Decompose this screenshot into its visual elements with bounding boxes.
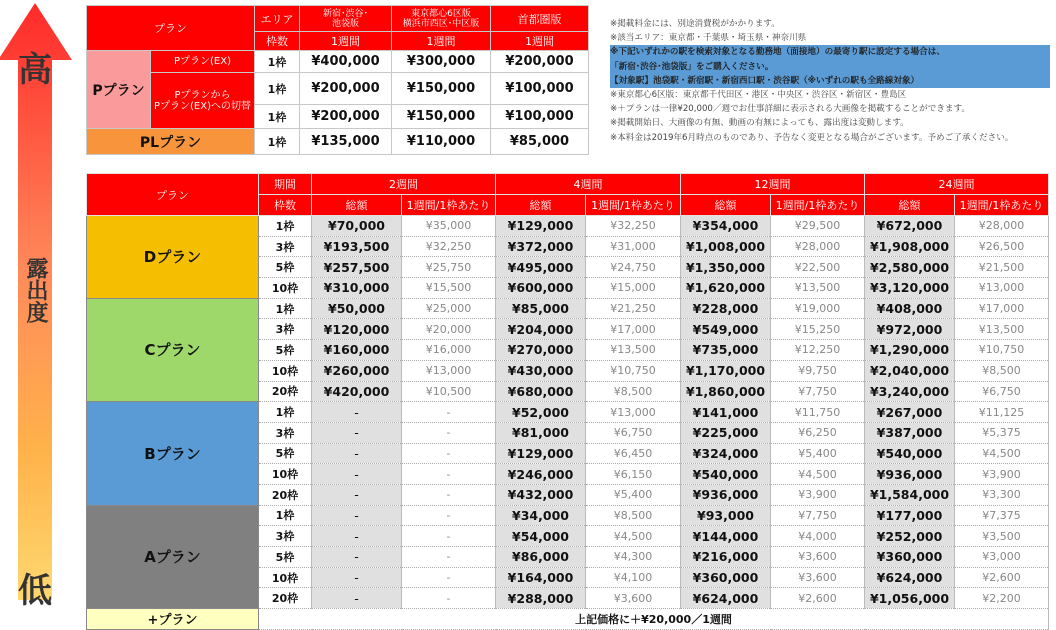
per-week-price-cell: ¥25,750 [402,257,496,278]
total-price-cell: ¥252,000 [865,526,955,547]
total-price-cell: ¥624,000 [865,567,955,588]
per-week-price-cell: ¥2,600 [771,588,865,609]
per-week-price-cell: - [402,464,496,485]
total-price-cell: ¥540,000 [865,443,955,464]
per-week-price-cell: ¥10,750 [955,340,1049,361]
per-week-price-cell: - [402,547,496,568]
switch-label-text: Pプランから Pプラン(EX)への切替 [153,89,251,112]
per-week-price-cell: ¥4,000 [771,526,865,547]
total-price-cell: ¥360,000 [681,567,771,588]
total-price-cell: ¥1,008,000 [681,236,771,257]
price-cell: ¥100,000 [491,105,589,129]
total-price-cell: - [312,526,402,547]
per-week-price-cell: ¥6,450 [586,443,681,464]
area-header-shutoken: 首都圏版 [491,6,589,32]
note-line: 【対象駅】池袋駅・新宿駅・新宿西口駅・渋谷駅（※いずれの駅も全路線対象） [610,74,1050,88]
total-price-cell: ¥34,000 [496,505,586,526]
top-area-header: エリア [255,6,300,32]
p-plan-label: Pプラン [87,51,151,129]
total-price-cell: ¥354,000 [681,216,771,237]
per-week-header: 1週間/1枠あたり [771,195,865,216]
plus-plan-label: +プラン [87,609,259,630]
total-price-cell: ¥141,000 [681,402,771,423]
total-price-cell: ¥160,000 [312,340,402,361]
price-cell: ¥110,000 [392,129,491,155]
total-price-cell: ¥225,000 [681,422,771,443]
total-price-cell: ¥267,000 [865,402,955,423]
table-row [87,402,1049,423]
total-price-cell: ¥70,000 [312,216,402,237]
total-price-cell: ¥1,170,000 [681,360,771,381]
per-week-price-cell: ¥20,000 [402,319,496,340]
per-week-price-cell: ¥6,750 [955,381,1049,402]
per-week-price-cell: ¥32,250 [586,216,681,237]
per-week-price-cell: ¥8,500 [955,360,1049,381]
plan-label: Dプラン [87,216,259,299]
per-week-price-cell: ¥16,000 [402,340,496,361]
per-week-price-cell: ¥15,000 [586,278,681,299]
note-line: ※該当エリア：東京都・千葉県・埼玉県・神奈川県 [610,33,807,44]
period-header: 24週間 [865,174,1049,195]
total-price-cell: ¥3,120,000 [865,278,955,299]
per-week-price-cell: ¥3,900 [955,464,1049,485]
period-header: 4週間 [496,174,681,195]
per-week-price-cell: ¥13,500 [771,278,865,299]
per-week-header: 1週間/1枠あたり [955,195,1049,216]
total-price-cell: ¥164,000 [496,567,586,588]
waku-cell: 3枠 [259,422,312,443]
total-price-cell: ¥735,000 [681,340,771,361]
note-line: ※掲載料金には、別途消費税がかかります。 [610,19,780,29]
table-row [87,505,1049,526]
total-price-cell: ¥2,040,000 [865,360,955,381]
total-price-cell: ¥1,290,000 [865,340,955,361]
per-week-price-cell: ¥3,600 [586,588,681,609]
per-week-price-cell: ¥31,000 [586,236,681,257]
per-week-price-cell: - [402,422,496,443]
per-week-price-cell: ¥4,500 [586,526,681,547]
waku-cell: 10枠 [259,464,312,485]
per-week-price-cell: ¥4,500 [771,464,865,485]
total-price-cell: ¥387,000 [865,422,955,443]
per-week-price-cell: ¥26,500 [955,236,1049,257]
total-price-cell: ¥624,000 [681,588,771,609]
total-price-cell: - [312,443,402,464]
waku-cell: 1枠 [259,298,312,319]
area-header-shinjuku [300,6,392,32]
note-line: 「新宿･渋谷･池袋版」をご購入ください。 [610,60,1050,74]
pl-plan-label: PLプラン [87,129,255,155]
per-week-price-cell: ¥6,750 [586,422,681,443]
total-price-cell: ¥85,000 [496,298,586,319]
per-week-price-cell: ¥5,375 [955,422,1049,443]
total-price-cell: ¥1,908,000 [865,236,955,257]
exposure-scale [0,0,84,626]
total-price-cell: ¥1,860,000 [681,381,771,402]
total-price-cell: - [312,484,402,505]
total-price-cell: ¥672,000 [865,216,955,237]
table-row [87,216,1049,237]
per-week-price-cell: - [402,526,496,547]
per-week-price-cell: ¥35,000 [402,216,496,237]
waku-cell: 1枠 [255,73,300,105]
per-week-price-cell: ¥17,000 [586,319,681,340]
per-week-price-cell: ¥4,300 [586,547,681,568]
per-week-price-cell: ¥29,500 [771,216,865,237]
total-price-cell: ¥549,000 [681,319,771,340]
total-price-cell: ¥52,000 [496,402,586,423]
per-week-price-cell: ¥22,500 [771,257,865,278]
per-week-price-cell: - [402,402,496,423]
total-price-cell: ¥288,000 [496,588,586,609]
total-price-cell: ¥372,000 [496,236,586,257]
p-plan-switch-label [151,73,255,129]
total-price-cell: - [312,567,402,588]
waku-cell: 10枠 [259,567,312,588]
total-price-cell: ¥144,000 [681,526,771,547]
waku-cell: 3枠 [259,236,312,257]
total-price-cell: ¥129,000 [496,216,586,237]
per-week-price-cell: ¥5,400 [586,484,681,505]
total-price-cell: ¥3,240,000 [865,381,955,402]
total-price-cell: ¥129,000 [496,443,586,464]
total-price-cell: ¥1,620,000 [681,278,771,299]
per-week-price-cell: ¥3,300 [955,484,1049,505]
per-week-price-cell: ¥3,000 [955,547,1049,568]
per-week-price-cell: ¥8,500 [586,505,681,526]
per-week-price-cell: ¥7,750 [771,505,865,526]
total-price-cell: - [312,422,402,443]
plan-price-table [86,173,1049,630]
total-price-cell: ¥260,000 [312,360,402,381]
per-week-price-cell: ¥10,500 [402,381,496,402]
main-period-header: 期間 [259,174,312,195]
area-label: 東京都心6区版 横浜市西区･中区版 [402,8,480,29]
top-period-header: 1週間 [392,32,491,51]
price-cell: ¥300,000 [392,51,491,73]
waku-cell: 5枠 [259,257,312,278]
per-week-price-cell: ¥13,500 [955,319,1049,340]
waku-cell: 5枠 [259,547,312,568]
per-week-price-cell: - [402,443,496,464]
note-line: ※＋プランは一律¥20,000／週でお仕事詳細に表示される大画像を掲載することができます。 [610,104,971,115]
total-price-cell: - [312,505,402,526]
per-week-price-cell: ¥4,500 [955,443,1049,464]
notes-block [610,17,1050,145]
waku-cell: 1枠 [255,51,300,73]
top-period-header: 1週間 [300,32,392,51]
per-week-price-cell: ¥2,200 [955,588,1049,609]
period-header: 12週間 [681,174,865,195]
total-price-cell: ¥257,500 [312,257,402,278]
note-line: ※東京都心6区版：東京都千代田区・港区・中央区・渋谷区・新宿区・豊島区 [610,90,907,101]
waku-cell: 1枠 [259,216,312,237]
plus-plan-row [87,609,1049,630]
total-price-cell: ¥1,056,000 [865,588,955,609]
per-week-price-cell: - [402,484,496,505]
per-week-price-cell: ¥7,750 [771,381,865,402]
total-price-cell: ¥420,000 [312,381,402,402]
total-header: 総額 [496,195,586,216]
per-week-price-cell: ¥28,000 [955,216,1049,237]
total-price-cell: ¥50,000 [312,298,402,319]
per-week-price-cell: ¥21,500 [955,257,1049,278]
per-week-price-cell: ¥10,750 [586,360,681,381]
total-price-cell: ¥936,000 [865,464,955,485]
per-week-price-cell: ¥19,000 [771,298,865,319]
per-week-price-cell: - [402,567,496,588]
main-plan-header: プラン [87,174,259,216]
plan-label: Aプラン [87,505,259,608]
per-week-price-cell: ¥7,375 [955,505,1049,526]
waku-cell: 3枠 [259,526,312,547]
per-week-price-cell: - [402,505,496,526]
price-cell: ¥200,000 [491,51,589,73]
waku-cell: 5枠 [259,340,312,361]
waku-cell: 5枠 [259,443,312,464]
note-line: ※下記いずれかの駅を検索対象となる勤務地（面接地）の最寄り駅に設定する場合は、 [610,45,1050,59]
total-price-cell: ¥972,000 [865,319,955,340]
waku-cell: 10枠 [259,278,312,299]
price-cell: ¥200,000 [300,73,392,105]
per-week-price-cell: ¥13,000 [402,360,496,381]
total-price-cell: - [312,402,402,423]
per-week-price-cell: ¥5,400 [771,443,865,464]
top-period-header: 1週間 [491,32,589,51]
total-price-cell: ¥86,000 [496,547,586,568]
total-header: 総額 [312,195,402,216]
total-price-cell: ¥246,000 [496,464,586,485]
total-price-cell: ¥93,000 [681,505,771,526]
per-week-price-cell: ¥24,750 [586,257,681,278]
area-header-tokyo6 [392,6,491,32]
waku-cell: 1枠 [259,402,312,423]
plan-label: Bプラン [87,402,259,505]
total-price-cell: ¥680,000 [496,381,586,402]
waku-cell: 20枠 [259,381,312,402]
per-week-price-cell: ¥9,750 [771,360,865,381]
per-week-price-cell: ¥3,900 [771,484,865,505]
price-cell: ¥100,000 [491,73,589,105]
table-row [87,298,1049,319]
total-price-cell: ¥495,000 [496,257,586,278]
per-week-price-cell: ¥6,150 [586,464,681,485]
total-price-cell: ¥310,000 [312,278,402,299]
price-cell: ¥200,000 [300,105,392,129]
total-price-cell: ¥177,000 [865,505,955,526]
total-price-cell: ¥1,584,000 [865,484,955,505]
per-week-price-cell: ¥11,125 [955,402,1049,423]
per-week-price-cell: ¥6,250 [771,422,865,443]
price-cell: ¥85,000 [491,129,589,155]
waku-cell: 1枠 [259,505,312,526]
total-price-cell: - [312,547,402,568]
per-week-price-cell: ¥3,600 [771,547,865,568]
plus-plan-note: 上記価格に＋¥20,000／1週間 [259,609,1049,630]
per-week-price-cell: ¥2,600 [955,567,1049,588]
scale-high-label: 高 [18,50,52,90]
per-week-price-cell: ¥4,100 [586,567,681,588]
price-cell: ¥400,000 [300,51,392,73]
price-cell: ¥150,000 [392,73,491,105]
total-price-cell: ¥193,500 [312,236,402,257]
total-price-cell: ¥600,000 [496,278,586,299]
per-week-price-cell: ¥28,000 [771,236,865,257]
total-price-cell: ¥228,000 [681,298,771,319]
total-price-cell: ¥270,000 [496,340,586,361]
per-week-price-cell: ¥15,500 [402,278,496,299]
per-week-price-cell: ¥13,500 [586,340,681,361]
total-price-cell: ¥360,000 [865,547,955,568]
plan-label: Cプラン [87,298,259,401]
scale-middle-label: 露出度 [23,257,48,323]
total-price-cell: ¥54,000 [496,526,586,547]
per-week-price-cell: ¥32,250 [402,236,496,257]
per-week-price-cell: ¥21,250 [586,298,681,319]
note-line: ※本料金は2019年6月時点のものであり、予告なく変更となる場合がございます。予めご了承ください。 [610,132,1014,143]
price-cell: ¥135,000 [300,129,392,155]
top-waku-header: 枠数 [255,32,300,51]
note-line: ※掲載開始日、大画像の有無、動画の有無によっても、露出度は変動します。 [610,118,909,129]
total-price-cell: ¥432,000 [496,484,586,505]
total-price-cell: ¥408,000 [865,298,955,319]
total-price-cell: ¥120,000 [312,319,402,340]
total-header: 総額 [865,195,955,216]
period-header: 2週間 [312,174,496,195]
total-price-cell: ¥2,580,000 [865,257,955,278]
per-week-price-cell: ¥3,500 [955,526,1049,547]
total-price-cell: ¥430,000 [496,360,586,381]
total-price-cell: ¥216,000 [681,547,771,568]
total-price-cell: - [312,464,402,485]
total-price-cell: ¥936,000 [681,484,771,505]
main-waku-header: 枠数 [259,195,312,216]
per-week-price-cell: ¥17,000 [955,298,1049,319]
waku-cell: 10枠 [259,360,312,381]
per-week-header: 1週間/1枠あたり [402,195,496,216]
waku-cell: 3枠 [259,319,312,340]
per-week-price-cell: ¥12,250 [771,340,865,361]
per-week-price-cell: ¥3,600 [771,567,865,588]
total-price-cell: ¥204,000 [496,319,586,340]
total-price-cell: ¥1,350,000 [681,257,771,278]
total-header: 総額 [681,195,771,216]
top-plan-header: プラン [87,6,255,51]
waku-cell: 1枠 [255,129,300,155]
total-price-cell: ¥81,000 [496,422,586,443]
per-week-header: 1週間/1枠あたり [586,195,681,216]
per-week-price-cell: ¥11,750 [771,402,865,423]
waku-cell: 20枠 [259,588,312,609]
total-price-cell: - [312,588,402,609]
p-plan-ex-label: Pプラン(EX) [151,51,255,73]
per-week-price-cell: ¥25,000 [402,298,496,319]
p-plan-table [86,5,589,155]
per-week-price-cell: ¥15,250 [771,319,865,340]
waku-cell: 20枠 [259,484,312,505]
per-week-price-cell: ¥13,000 [586,402,681,423]
price-cell: ¥150,000 [392,105,491,129]
total-price-cell: ¥540,000 [681,464,771,485]
waku-cell: 1枠 [255,105,300,129]
area-label: 新宿･渋谷･ 池袋版 [322,8,368,29]
scale-low-label: 低 [18,571,52,611]
per-week-price-cell: ¥8,500 [586,381,681,402]
per-week-price-cell: - [402,588,496,609]
per-week-price-cell: ¥13,000 [955,278,1049,299]
total-price-cell: ¥324,000 [681,443,771,464]
